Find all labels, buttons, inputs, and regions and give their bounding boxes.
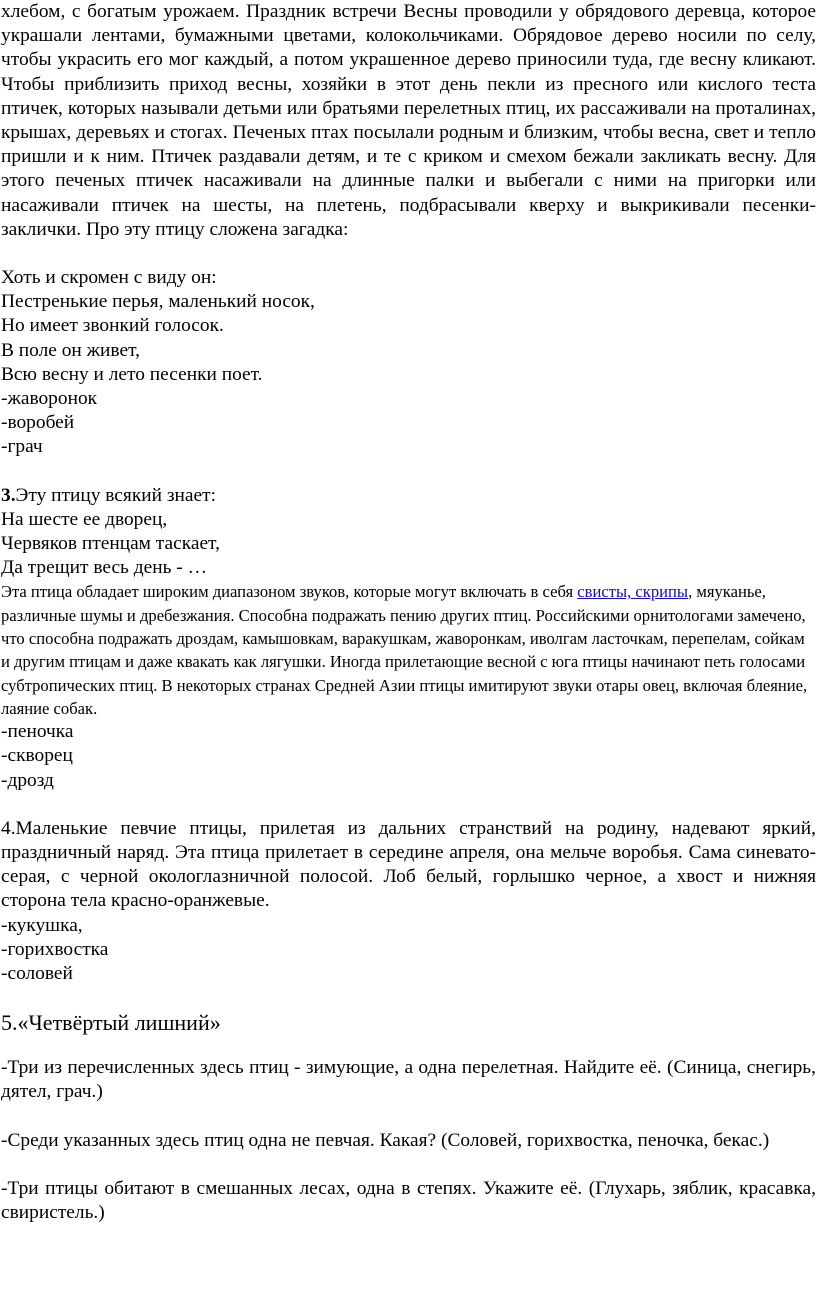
- answer-option: -горихвостка: [1, 938, 109, 960]
- riddle-number: 3.: [1, 484, 16, 506]
- spacer: [1, 793, 816, 817]
- spacer: [1, 460, 816, 484]
- riddle-line: Всю весну и лето песенки поет.: [1, 363, 263, 385]
- question: -Среди указанных здесь птиц одна не певчая. Какая? (Соловей, горихвостка, пеночка, бекас.): [1, 1129, 770, 1151]
- spacer: [1, 1038, 816, 1056]
- riddle-4: [1, 817, 816, 986]
- answer-option: -скворец: [1, 745, 73, 767]
- riddle-line: [1, 484, 816, 508]
- riddle-line: Да трещит весь день - …: [1, 557, 207, 579]
- answer-option: -соловей: [1, 963, 73, 985]
- spacer: [1, 1153, 816, 1177]
- sounds-link[interactable]: свисты, скрипы: [577, 582, 689, 602]
- answer-option: -жаворонок: [1, 388, 98, 410]
- bird-description: [1, 580, 816, 720]
- riddle-3: [1, 484, 816, 793]
- riddle-line: Но имеет звонкий голосок.: [1, 315, 224, 337]
- description-text: , мяуканье, различные шумы и дребезжания. Способна подражать пению других птиц. Российскими орнитологами замечено, что способна подражать дроздам, камышовкам, варакушкам, жаворонкам, иволгам ласточкам, перепелам, сойкам и другим птицам и даже квакать как лягушки. Иногда прилетающие весной с юга птицы начинают петь голосами субтропических птиц. В некоторых странах Средней Азии птицы имитируют звуки отары овец, включая блеяние, лаяние собак.: [1, 582, 808, 718]
- spacer: [1, 986, 816, 1008]
- answer-option: -кукушка,: [1, 914, 83, 936]
- section-5: [1, 1008, 816, 1225]
- answer-option: -дрозд: [1, 769, 54, 791]
- riddle-text: 4.Маленькие певчие птицы, прилетая из дальних странствий на родину, надевают яркий, праздничный наряд. Эта птица прилетает в середине апреля, она мельче воробья. Сама синевато-серая, с черной окологлазничной полосой. Лоб белый, горлышко черное, а хвост и нижняя сторона тела красно-оранжевые.: [1, 817, 816, 912]
- spacer: [1, 1105, 816, 1129]
- riddle-line: В поле он живет,: [1, 339, 140, 361]
- section-heading: 5.«Четвёртый лишний»: [1, 1010, 221, 1036]
- question: -Три из перечисленных здесь птиц - зимующие, а одна перелетная. Найдите её. (Синица, снегирь, дятел, грач.): [1, 1057, 816, 1103]
- riddle-line: Хоть и скромен с виду он:: [1, 267, 217, 289]
- spacer: [1, 242, 816, 266]
- description-text: Эта птица обладает широким диапазоном звуков, которые могут включать в себя: [1, 582, 578, 602]
- riddle-line-text: Эту птицу всякий знает:: [15, 484, 216, 506]
- riddle-line: Червяков птенцам таскает,: [1, 533, 220, 555]
- intro-paragraph: хлебом, с богатым урожаем. Праздник встречи Весны проводили у обрядового деревца, которое украшали лентами, бумажными цветами, колокольчиками. Обрядовое дерево носили по селу, чтобы украсить его мог каждый, а потом украшенное дерево приносили туда, где весну кликают. Чтобы приблизить приход весны, хозяйки в этот день пекли из пресного или кислого теста птичек, которых называли детьми или братьями перелетных птиц, их рассаживали на проталинах, крышах, деревьях и стогах. Печеных птах посылали родным и близким, чтобы весна, свет и тепло пришли и к ним. Птичек раздавали детям, и те с криком и смехом бежали закликать весну. Для этого печеных птичек насаживали на длинные палки и выбегали с ними на пригорки или насаживали птичек на шесты, на плетень, подбрасывали кверху и выкрикивали песенки-заклички. Про эту птицу сложена загадка:: [1, 1, 816, 240]
- riddle-2: [1, 266, 816, 460]
- answer-option: -грач: [1, 436, 43, 458]
- riddle-line: Пестренькие перья, маленький носок,: [1, 291, 315, 313]
- question: -Три птицы обитают в смешанных лесах, одна в степях. Укажите её. (Глухарь, зяблик, красавка, свиристель.): [1, 1177, 816, 1224]
- answer-option: -пеночка: [1, 721, 74, 743]
- riddle-line: На шесте ее дворец,: [1, 508, 168, 530]
- answer-option: -воробей: [1, 412, 75, 434]
